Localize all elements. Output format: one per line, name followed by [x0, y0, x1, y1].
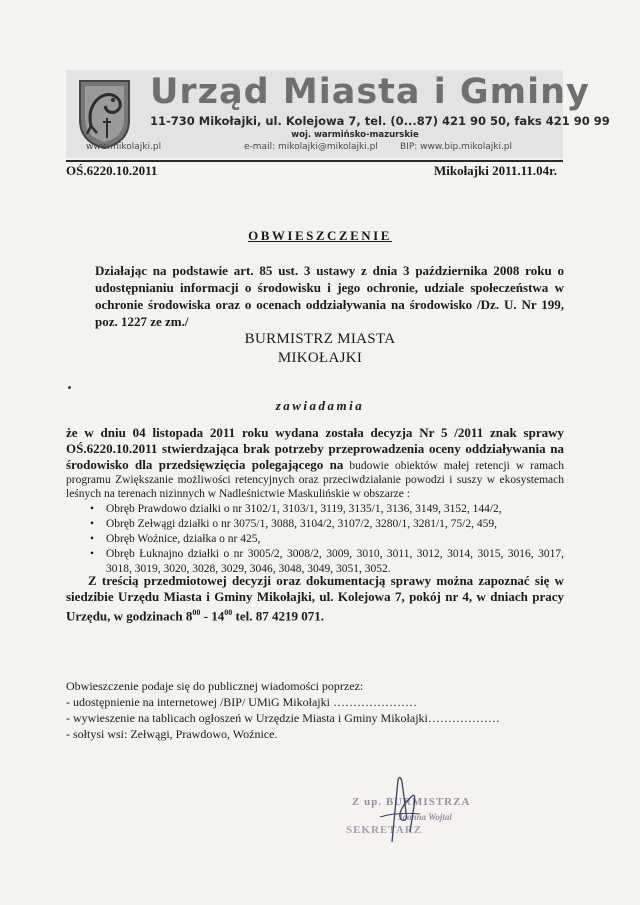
- publication-item: - udostępnienie na internetowej /BIP/ UMiG Mikołajki …………………: [66, 695, 417, 709]
- decision-block: [66, 425, 564, 577]
- letterhead: [66, 70, 610, 158]
- handwritten-signature: [340, 772, 490, 847]
- plot-list-item: • Obręb Woźnice, działka o nr 425,: [106, 532, 564, 547]
- decision-bold-text: że w dniu 04 listopada 2011 roku wydana została decyzja Nr 5 /2011 znak sprawy OŚ.6220.10.2011 stwierdzająca brak potrzeby przeprowadzenia oceny oddziaływania na środowisko dla przedsięwzięcia polegającego na: [66, 425, 564, 472]
- document-heading: OBWIESZCZENIE: [248, 228, 392, 243]
- stray-mark: [68, 386, 71, 389]
- publication-item: - sołtysi wsi: Zełwągi, Prawdowo, Woźnice.: [66, 727, 278, 741]
- website-link[interactable]: www.mikolajki.pl: [86, 142, 162, 152]
- hour-start-minutes: 00: [192, 608, 201, 617]
- letterhead-title: Urząd Miasta i Gminy: [150, 72, 590, 112]
- stamp-line-1: Z up. BURMISTRZA: [352, 796, 471, 808]
- document-date: Mikołajki 2011.11.04r.: [433, 163, 557, 178]
- letterhead-region: woj. warmińsko-mazurskie: [291, 130, 419, 140]
- bip-link[interactable]: BIP: www.bip.mikolajki.pl: [400, 142, 513, 152]
- plot-list-item: • Obręb Łuknajno działki o nr 3005/2, 3008/2, 3009, 3010, 3011, 3012, 3014, 3015, 3016, 3017, 3018, 3019, 3020, 3028, 3029, 3046, 3048, 3049, 3051, 3052.: [106, 547, 564, 577]
- contact-phone: tel. 87 4219 071.: [232, 608, 324, 624]
- plot-list-item: • Obręb Zełwągi działki o nr 3075/1, 3088, 3104/2, 3107/2, 3280/1, 3281/1, 75/2, 459,: [106, 517, 564, 532]
- case-reference: OŚ.6220.10.2011: [66, 163, 158, 178]
- contact-text: Z treścią przedmiotowej decyzji oraz dokumentacją sprawy można zapoznać się w siedzibie Urzędu Miasta i Gminy Mikołajki, ul. Kolejowa 7, pokój nr 4, w dniach pracy Urzędu, w godzinach 8: [66, 573, 564, 624]
- city-crest-fish-icon: [77, 78, 132, 150]
- header-divider: [66, 160, 563, 162]
- plot-list-item: • Obręb Prawdowo działki o nr 3102/1, 3103/1, 3119, 3135/1, 3136, 3149, 3152, 144/2,: [106, 502, 564, 517]
- authority-line-1: BURMISTRZ MIASTA: [244, 331, 396, 347]
- publication-notice: [66, 678, 564, 742]
- contact-paragraph: [66, 573, 564, 624]
- announce-word: zawiadamia: [275, 398, 365, 413]
- publication-item: - wywieszenie na tablicach ogłoszeń w Urzędzie Miasta i Gminy Mikołajki………………: [66, 711, 500, 725]
- letterhead-address: 11-730 Mikołajki, ul. Kolejowa 7, tel. (0...87) 421 90 50, faks 421 90 99: [150, 114, 610, 128]
- legal-basis-paragraph: Działając na podstawie art. 85 ust. 3 ustawy z dnia 3 października 2008 roku o udostępnianiu informacji o środowisku i jego ochronie, udziale społeczeństwa w ochronie środowiska oraz o ocenach oddziaływania na środowisko /Dz. U. Nr 199, poz. 1227 ze zm./: [95, 263, 564, 329]
- decision-paragraph: [66, 425, 564, 501]
- plot-list: [66, 502, 564, 577]
- hour-end-minutes: 00: [224, 608, 233, 617]
- issuing-authority: [0, 330, 640, 368]
- publication-lead: Obwieszczenie podaje się do publicznej wiadomości poprzez:: [66, 679, 364, 693]
- email-link[interactable]: e-mail: mikolajki@mikolajki.pl: [244, 142, 378, 152]
- stamp-line-3: SEKRETARZ: [346, 824, 423, 836]
- stamp-line-2: Joanna Wojtal: [398, 812, 452, 822]
- decision-regular-text: budowie obiektów małej retencji w ramach programu Zwiększanie możliwości retencyjnych oraz przeciwdziałanie powodzi i suszy w ekosystemach leśnych na terenach nizinnych w Nadleśnictwie Maskulińskie w obszarze :: [66, 460, 564, 500]
- authority-line-2: MIKOŁAJKI: [277, 350, 363, 366]
- hour-dash: - 14: [200, 608, 225, 624]
